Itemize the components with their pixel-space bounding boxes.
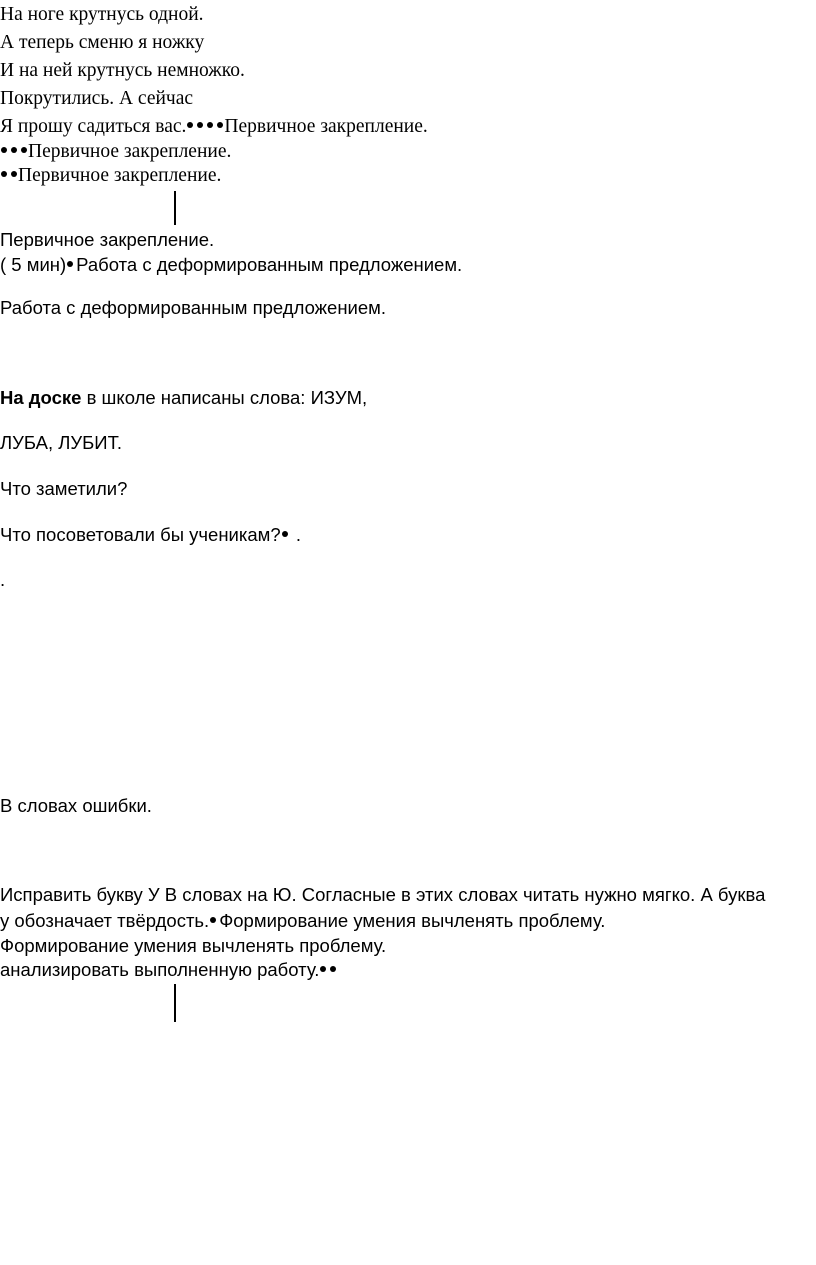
board-rest: в школе написаны слова: ИЗУМ, xyxy=(81,387,368,408)
bullet-icon xyxy=(210,917,216,923)
bullets-row-2 xyxy=(0,166,221,186)
bullet-icon xyxy=(11,171,17,177)
correction-line-2: у обозначает твёрдость. xyxy=(0,910,210,931)
work-label: Работа с деформированным предложением. xyxy=(76,254,463,275)
analyze-row xyxy=(0,961,339,980)
correction-line-1: Исправить букву У В словах на Ю. Согласные в этих словах читать нужно мягко. А буква xyxy=(0,884,766,905)
poem-line-2: А теперь сменю я ножку xyxy=(0,32,205,53)
work-label-standalone: Работа с деформированным предложением. xyxy=(0,297,387,318)
stage-label: Первичное закрепление. xyxy=(28,141,232,162)
bullet-icon xyxy=(197,122,203,128)
period-line: . xyxy=(0,569,6,590)
board-line-2: ЛУБА, ЛУБИТ. xyxy=(0,432,122,453)
connector-line xyxy=(174,984,176,1022)
bullet-icon xyxy=(217,122,223,128)
board-line-1 xyxy=(0,389,367,408)
poem-line-5: Я прошу садиться вас. xyxy=(0,116,187,137)
bullet-icon xyxy=(282,531,288,537)
question-1: Что заметили? xyxy=(0,478,128,499)
poem-line-4: Покрутились. А сейчас xyxy=(0,88,194,109)
time-label: ( 5 мин) xyxy=(0,254,67,275)
poem-line-5-row xyxy=(0,117,428,137)
bullet-icon xyxy=(11,147,17,153)
correction-line-2-row xyxy=(0,912,605,931)
stage-label: Первичное закрепление. xyxy=(18,165,222,186)
bullet-icon xyxy=(207,122,213,128)
stage-label: Первичное закрепление. xyxy=(224,116,428,137)
stage-label-standalone: Первичное закрепление. xyxy=(0,229,215,250)
skill-label: Формирование умения вычленять проблему. xyxy=(219,910,606,931)
board-bold-lead: На доске xyxy=(0,387,82,408)
bullet-icon xyxy=(320,966,326,972)
skill-label-standalone: Формирование умения вычленять проблему. xyxy=(0,935,387,956)
bullets-row-1 xyxy=(0,142,231,162)
errors-text: В словах ошибки. xyxy=(0,795,152,816)
bullet-icon xyxy=(67,261,73,267)
period: . xyxy=(295,524,301,545)
question-2: Что посоветовали бы ученикам? xyxy=(0,524,281,545)
bullet-icon xyxy=(187,122,193,128)
connector-line xyxy=(174,191,176,225)
question-2-row xyxy=(0,526,301,545)
bullet-icon xyxy=(330,966,336,972)
poem-line-3: И на ней крутнусь немножко. xyxy=(0,60,245,81)
poem-line-1: На ноге крутнусь одной. xyxy=(0,4,204,25)
bullet-icon xyxy=(21,147,27,153)
bullet-icon xyxy=(1,171,7,177)
bullet-icon xyxy=(1,147,7,153)
analyze-text: анализировать выполненную работу. xyxy=(0,959,320,980)
time-row xyxy=(0,256,462,275)
